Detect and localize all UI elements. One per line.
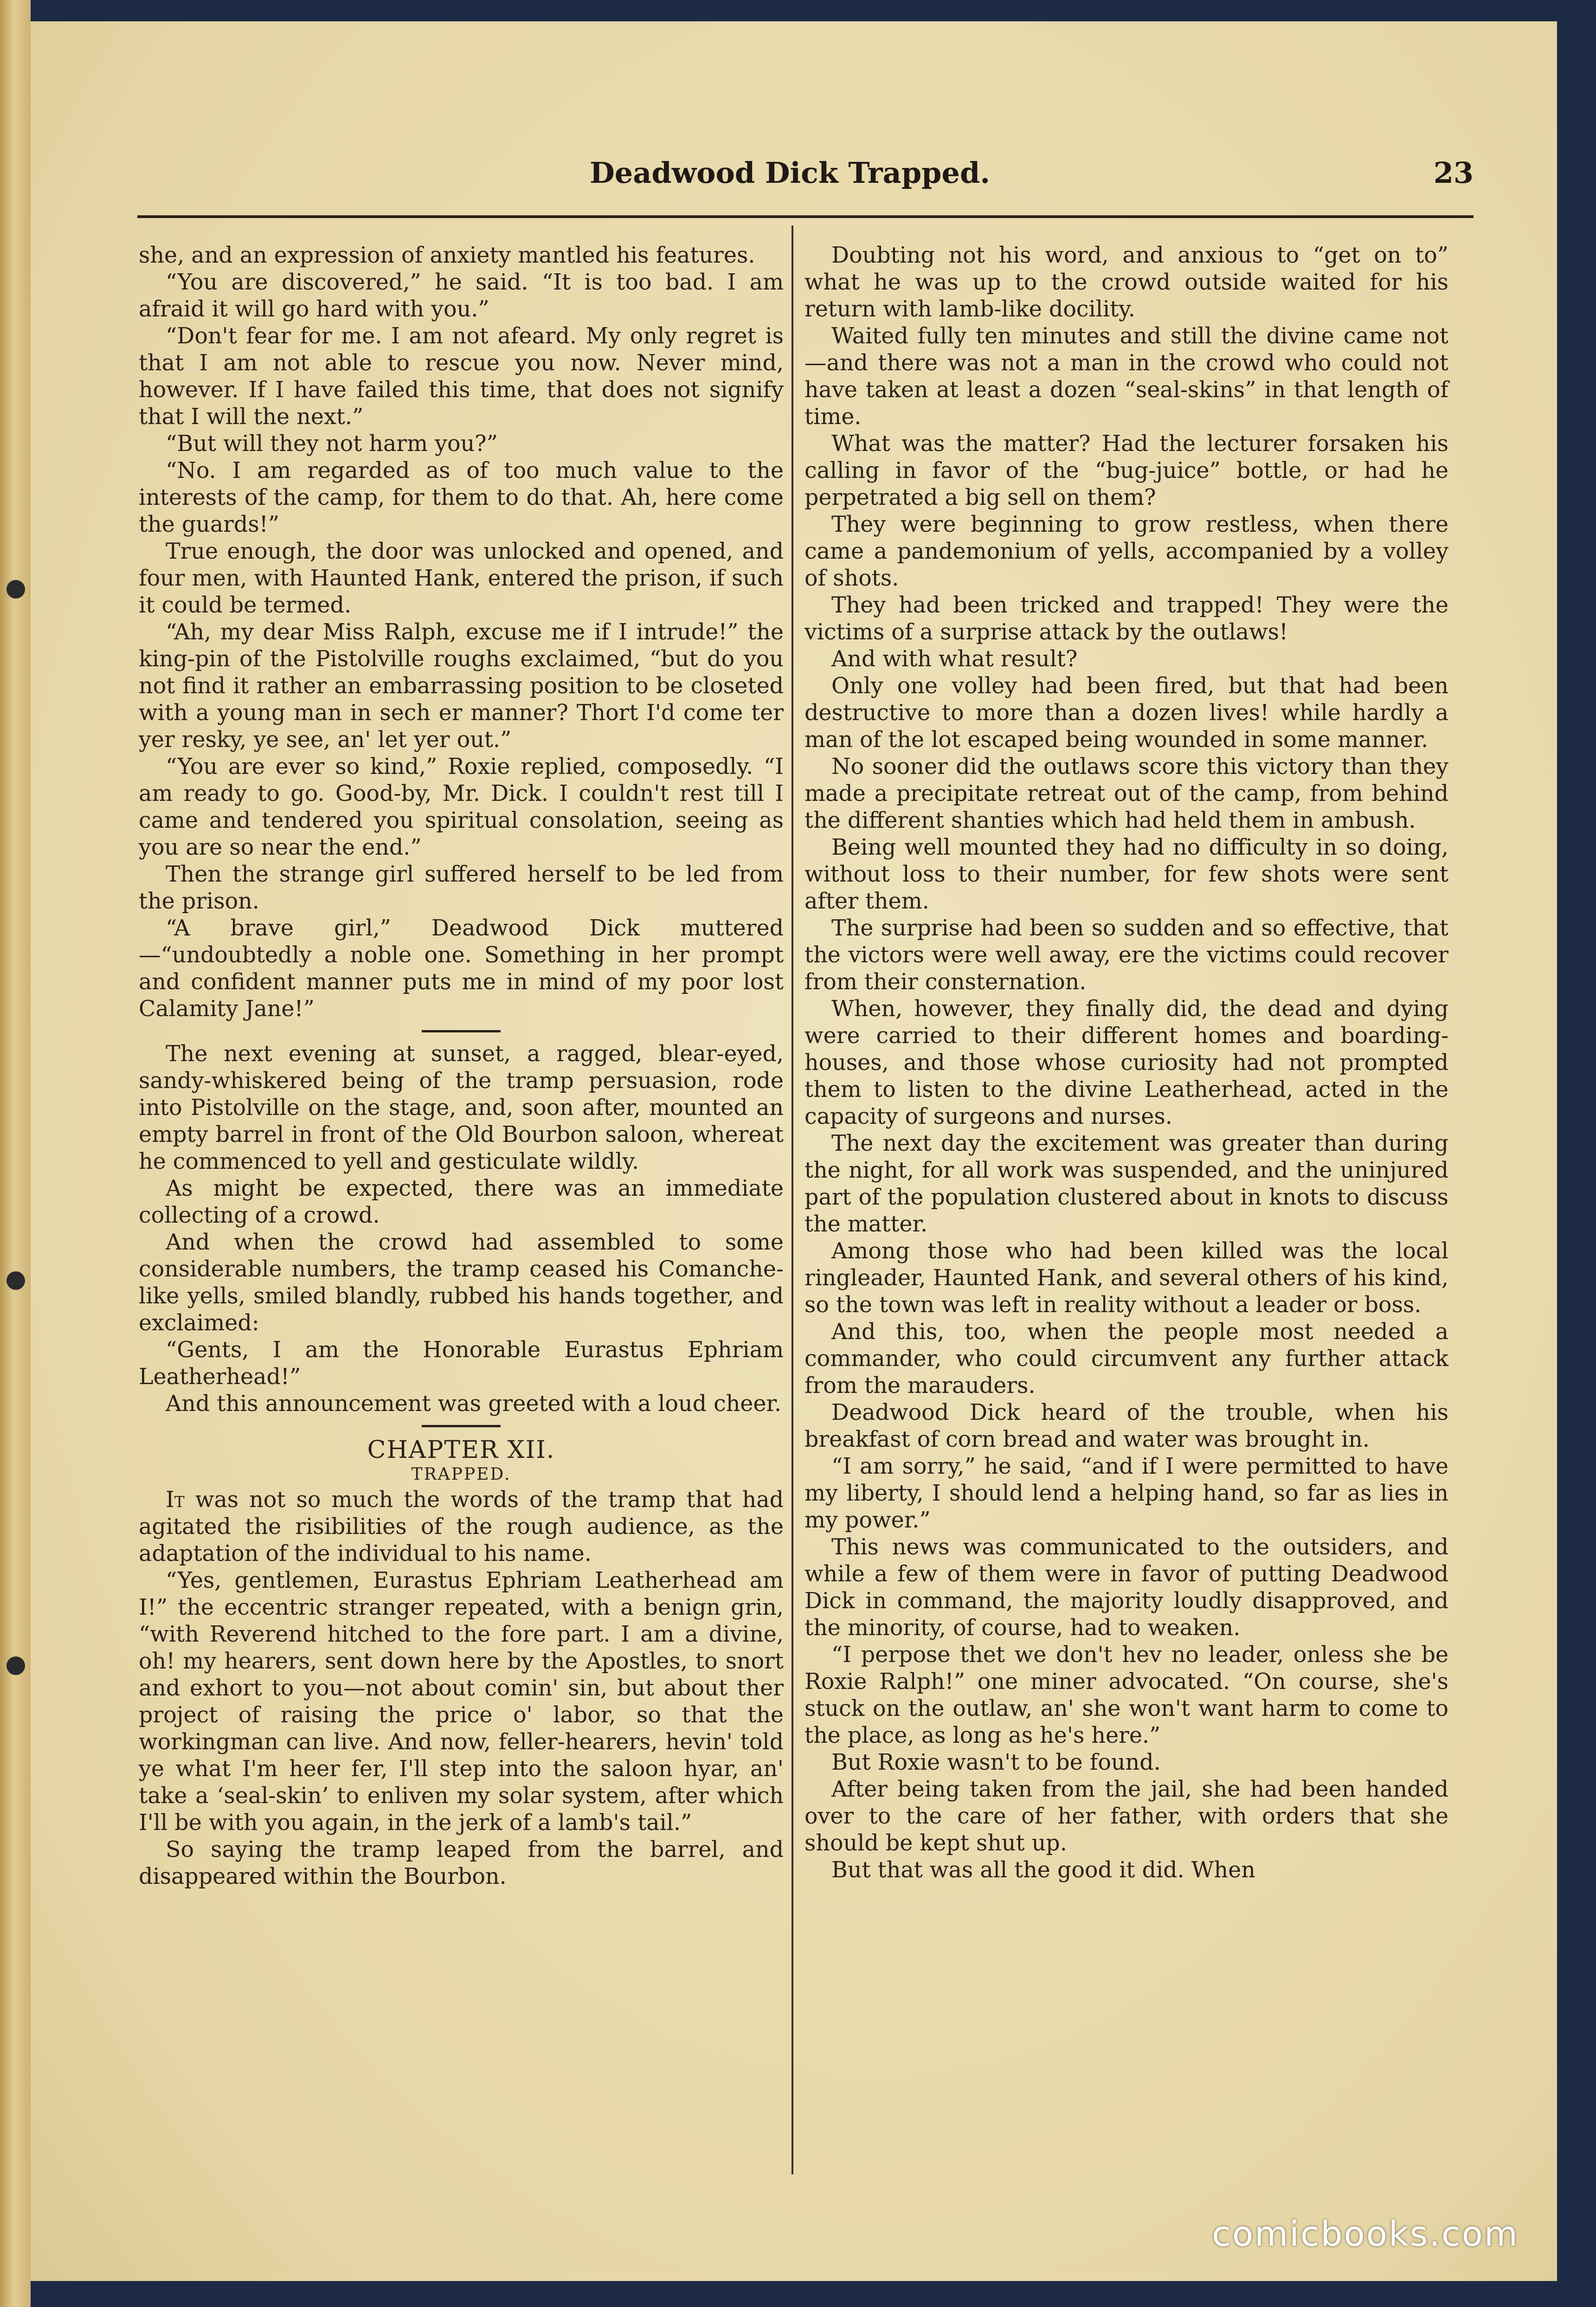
paragraph: “Ah, my dear Miss Ralph, excuse me if I intrude!” the king-pin of the Pistolville roughs exclaimed, “but do you not find it rather an embarrassing position to be closeted with a young man in sech er manner? Thort I'd come ter yer resky, ye see, an' let yer out.”: [139, 619, 784, 753]
chapter-opening-word: It: [166, 1487, 185, 1513]
section-break-rule: [422, 1030, 501, 1032]
paragraph: No sooner did the outlaws score this victory than they made a precipitate retreat out of the camp, from behind the different shanties which had held them in ambush.: [804, 754, 1448, 833]
paragraph: But Roxie wasn't to be found.: [831, 1750, 1161, 1775]
paragraph: They were beginning to grow restless, when there came a pandemonium of yells, accompanied by a volley of shots.: [804, 512, 1448, 591]
page-number: 23: [1433, 156, 1474, 190]
paragraph: And this announcement was greeted with a loud cheer.: [166, 1391, 782, 1417]
paragraph: The next evening at sunset, a ragged, blear-eyed, sandy-whiskered being of the tramp persuasion, rode into Pistolville on the stage, and, soon after, mounted an empty barrel in front of the Old Bourbon saloon, whereat he commenced to yell and gesticulate wildly.: [139, 1041, 784, 1174]
paragraph: “A brave girl,” Deadwood Dick muttered—“undoubtedly a noble one. Something in her prompt and confident manner puts me in mind of my poor lost Calamity Jane!”: [139, 915, 784, 1022]
paragraph: What was the matter? Had the lecturer forsaken his calling in favor of the “bug-juice” bottle, or had he perpetrated a big sell on them?: [804, 431, 1448, 510]
paragraph: After being taken from the jail, she had been handed over to the care of her father, with orders that she should be kept shut up.: [804, 1777, 1448, 1856]
binding-hole: [6, 1271, 25, 1290]
right-column: [804, 242, 1448, 1884]
book-page: [31, 21, 1557, 2281]
paragraph: “No. I am regarded as of too much value to the interests of the camp, for them to do that. Ah, here come the guards!”: [139, 458, 784, 537]
left-paragraphs-before-break: [139, 242, 784, 1023]
paragraph: When, however, they finally did, the dead and dying were carried to their different homes and boarding-houses, and those whose curiosity had not prompted them to listen to the divine Leatherhead, acted in the capacity of surgeons and nurses.: [804, 996, 1448, 1129]
paragraph: The next day the excitement was greater than during the night, for all work was suspended, and the uninjured part of the population clustered about in knots to discuss the matter.: [804, 1131, 1448, 1237]
paragraph: “I perpose thet we don't hev no leader, onless she be Roxie Ralph!” one miner advocated. “On course, she's stuck on the outlaw, an' she won't want harm to come to the place, as long as he's here.”: [804, 1642, 1448, 1748]
watermark: comicbooks.com: [1212, 2214, 1519, 2254]
page-title: Deadwood Dick Trapped.: [590, 156, 990, 190]
paragraph: “You are ever so kind,” Roxie replied, composedly. “I am ready to go. Good-by, Mr. Dick. I couldn't rest till I came and tendered you spiritual consolation, seeing as you are so near the end.”: [139, 754, 784, 860]
paragraph: “Yes, gentlemen, Eurastus Ephriam Leatherhead am I!” the eccentric stranger repeated, with a benign grin, “with Reverend hitched to the fore part. I am a divine, oh! my hearers, sent down here by the Apostles, to snort and exhort to you—not about comin' sin, but about ther project of raising the price o' labor, so that the workingman can live. And now, feller-hearers, hevin' told ye what I'm heer fer, I'll step into the saloon hyar, an' take a ‘seal-skin’ to enliven my solar system, after which I'll be with you again, in the jerk of a lamb's tail.”: [139, 1568, 784, 1836]
right-paragraphs: [804, 242, 1448, 1884]
chapter-opening-paragraph: [139, 1487, 784, 1567]
paragraph: Waited fully ten minutes and still the divine came not—and there was not a man in the crowd who could not have taken at least a dozen “seal-skins” in that length of time.: [804, 323, 1448, 430]
paragraph: And when the crowd had assembled to some considerable numbers, the tramp ceased his Comanche-like yells, smiled blandly, rubbed his hands together, and exclaimed:: [139, 1230, 784, 1336]
page-header: [137, 147, 1474, 216]
paragraph: Then the strange girl suffered herself to be led from the prison.: [139, 862, 784, 914]
paragraph: And this, too, when the people most needed a commander, who could circumvent any further attack from the marauders.: [804, 1319, 1448, 1398]
paragraph: The surprise had been so sudden and so effective, that the victors were well away, ere the victims could recover from their consternation.: [804, 915, 1448, 995]
chapter-opening-text: was not so much the words of the tramp that had agitated the risibilities of the rough audience, as the adaptation of the individual to his name.: [139, 1487, 784, 1566]
paragraph: Only one volley had been fired, but that had been destructive to more than a dozen lives! while hardly a man of the lot escaped being wounded in some manner.: [804, 673, 1448, 753]
header-rule: [137, 215, 1474, 218]
paragraph: Being well mounted they had no difficulty in so doing, without loss to their number, for few shots were sent after them.: [804, 835, 1448, 914]
paragraph: They had been tricked and trapped! They were the victims of a surprise attack by the outlaws!: [804, 593, 1448, 645]
paragraph: she, and an expression of anxiety mantled his features.: [139, 243, 755, 268]
binding-hole: [6, 580, 25, 599]
paragraph: Deadwood Dick heard of the trouble, when his breakfast of corn bread and water was brought in.: [804, 1400, 1448, 1452]
left-paragraphs-chapter: [139, 1567, 784, 1890]
left-paragraphs-after-break: [139, 1041, 784, 1418]
binding-spine: [0, 0, 31, 2307]
paragraph: “Gents, I am the Honorable Eurastus Ephriam Leatherhead!”: [139, 1337, 784, 1390]
paragraph: “You are discovered,” he said. “It is too bad. I am afraid it will go hard with you.”: [139, 270, 784, 322]
chapter-title: CHAPTER XII.: [367, 1436, 555, 1464]
paragraph: “But will they not harm you?”: [166, 431, 498, 457]
paragraph: As might be expected, there was an immediate collecting of a crowd.: [139, 1176, 784, 1228]
paragraph: “Don't fear for me. I am not afeard. My only regret is that I am not able to rescue you now. Never mind, however. If I have failed this time, that does not signify that I will the next.”: [139, 323, 784, 430]
paragraph: Among those who had been killed was the local ringleader, Haunted Hank, and several others of his kind, so the town was left in reality without a leader or boss.: [804, 1238, 1449, 1318]
chapter-subtitle: TRAPPED.: [411, 1465, 511, 1484]
paragraph: So saying the tramp leaped from the barrel, and disappeared within the Bourbon.: [139, 1837, 784, 1889]
chapter-break-rule: [422, 1425, 501, 1427]
paragraph: “I am sorry,” he said, “and if I were permitted to have my liberty, I should lend a helping hand, so far as lies in my power.”: [804, 1454, 1448, 1533]
binding-hole: [6, 1656, 25, 1675]
paragraph: And with what result?: [831, 646, 1078, 672]
paragraph: True enough, the door was unlocked and opened, and four men, with Haunted Hank, entered the prison, if such it could be termed.: [139, 539, 784, 618]
column-divider: [792, 226, 793, 2174]
paragraph: This news was communicated to the outsiders, and while a few of them were in favor of putting Deadwood Dick in command, the majority loudly disapproved, and the minority, of course, had to weaken.: [804, 1534, 1448, 1641]
paragraph: But that was all the good it did. When: [831, 1857, 1255, 1883]
left-column: [139, 242, 784, 1890]
paragraph: Doubting not his word, and anxious to “get on to” what he was up to the crowd outside waited for his return with lamb-like docility.: [804, 243, 1448, 322]
